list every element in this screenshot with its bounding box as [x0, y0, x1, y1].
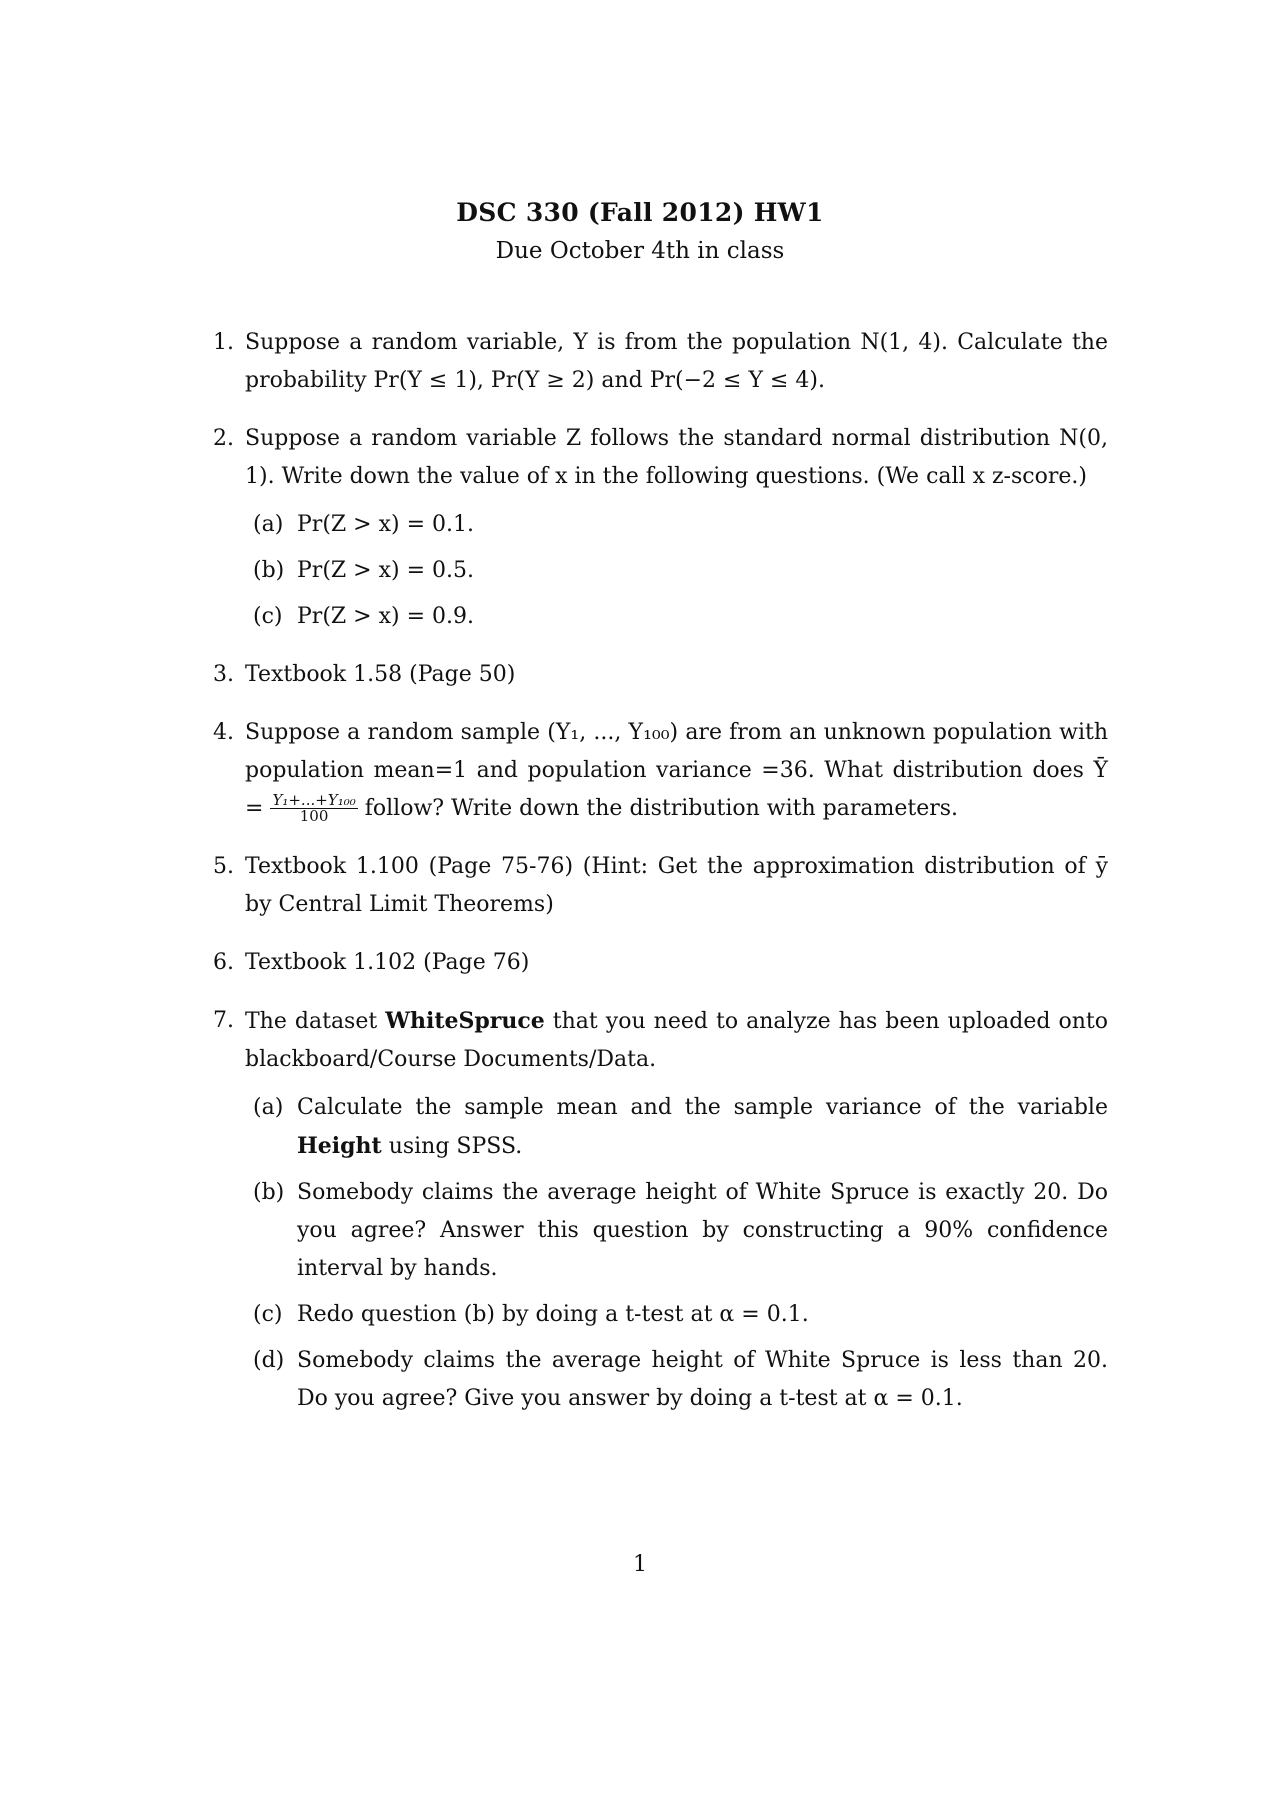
problem-text: Textbook 1.100 (Page 75-76) (Hint: Get the approximation distribution of ȳ by Central Limit Theorems) — [245, 854, 1108, 917]
problem-6 — [213, 944, 1108, 982]
sub-question-label: (c) — [253, 604, 283, 629]
dataset-name: WhiteSpruce — [385, 1008, 545, 1034]
sub-question-list — [245, 506, 1108, 636]
variable-name: Height — [297, 1133, 382, 1159]
problem-3 — [213, 656, 1108, 694]
fraction-denominator: 100 — [299, 807, 329, 825]
problem-number: 7. — [213, 1008, 234, 1033]
problem-text-before: The dataset — [245, 1009, 378, 1034]
problem-list — [213, 324, 1108, 1438]
problem-text: Suppose a random variable Z follows the standard normal distribution N(0, 1). Write down the value of x in the following questions. (We call x z-score.) — [245, 426, 1108, 489]
fraction-numerator: Y₁+...+Y₁₀₀ — [272, 791, 356, 809]
problem-text: Textbook 1.58 (Page 50) — [245, 662, 516, 687]
problem-5 — [213, 848, 1108, 924]
problem-text: Suppose a random variable, Y is from the population N(1, 4). Calculate the probability Pr(Y ≤ 1), Pr(Y ≥ 2) and Pr(−2 ≤ Y ≤ 4). — [245, 330, 1108, 393]
sub-question-b — [245, 552, 1108, 590]
sub-question-text-before: Calculate the sample mean and the sample variance of the variable — [297, 1095, 1108, 1120]
sub-question-label: (a) — [253, 1095, 284, 1120]
due-date-subtitle: Due October 4th in class — [495, 238, 785, 264]
sub-question-text: Pr(Z > x) = 0.1. — [297, 512, 474, 537]
problem-number: 2. — [213, 426, 234, 451]
sub-question-label: (b) — [253, 558, 285, 583]
problem-text: Textbook 1.102 (Page 76) — [245, 950, 530, 975]
problem-number: 1. — [213, 330, 234, 355]
sub-question-text: Redo question (b) by doing a t-test at α = 0.1. — [297, 1302, 809, 1327]
sub-question-text-after: using SPSS. — [388, 1134, 523, 1159]
sub-question-text: Pr(Z > x) = 0.5. — [297, 558, 474, 583]
sub-question-text: Pr(Z > x) = 0.9. — [297, 604, 474, 629]
sub-question-a — [245, 506, 1108, 544]
problem-text-after: follow? Write down the distribution with parameters. — [364, 796, 959, 821]
sub-question-label: (c) — [253, 1302, 283, 1327]
mean-fraction — [270, 793, 357, 824]
sub-question-label: (a) — [253, 512, 284, 537]
sub-question-d — [245, 1342, 1108, 1418]
problem-number: 5. — [213, 854, 234, 879]
sub-question-list — [245, 1089, 1108, 1418]
problem-7 — [213, 1002, 1108, 1418]
sub-question-c — [245, 1296, 1108, 1334]
problem-text-after: that you need to analyze has been uploaded onto blackboard/Course Documents/Data. — [245, 1009, 1108, 1072]
problem-text-before: Suppose a random sample (Y₁, ..., Y₁₀₀) are from an unknown population with population mean=1 and population variance =36. What distribution does Ȳ = — [245, 720, 1108, 821]
problem-number: 6. — [213, 950, 234, 975]
sub-question-text: Somebody claims the average height of White Spruce is less than 20. Do you agree? Give you answer by doing a t-test at α = 0.1. — [297, 1348, 1108, 1411]
sub-question-c — [245, 598, 1108, 636]
sub-question-text: Somebody claims the average height of White Spruce is exactly 20. Do you agree? Answer this question by constructing a 90% confidence interval by hands. — [297, 1180, 1108, 1281]
problem-number: 3. — [213, 662, 234, 687]
sub-question-b — [245, 1174, 1108, 1288]
problem-2 — [213, 420, 1108, 636]
page-title: DSC 330 (Fall 2012) HW1 — [456, 198, 824, 227]
problem-number: 4. — [213, 720, 234, 745]
page-number: 1 — [633, 1552, 647, 1577]
sub-question-a — [245, 1089, 1108, 1166]
sub-question-label: (b) — [253, 1180, 285, 1205]
problem-4 — [213, 714, 1108, 828]
sub-question-label: (d) — [253, 1348, 285, 1373]
problem-1 — [213, 324, 1108, 400]
